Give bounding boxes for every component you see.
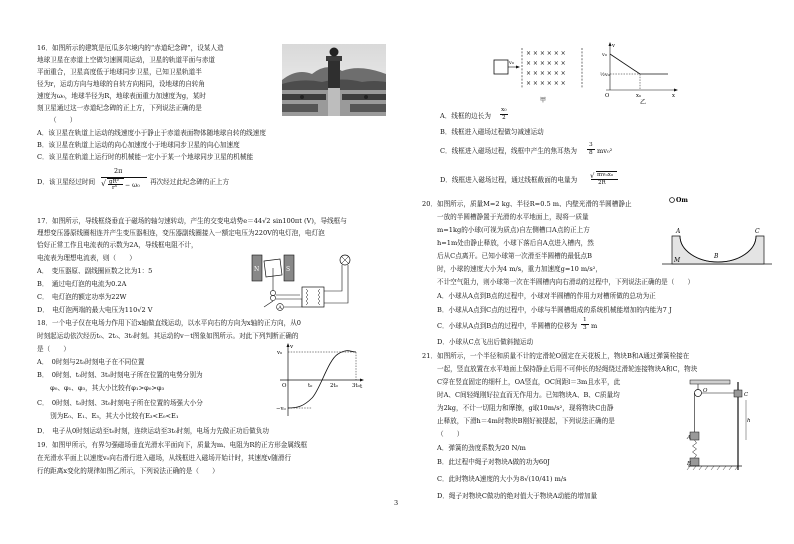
q18-option-a: A． 0时刻与2t₀时刻电子在不同位置	[37, 358, 145, 366]
q16-option-d-minus: − ω₀	[125, 182, 140, 189]
q18-line-3: 是（ ）	[37, 345, 70, 353]
q18-option-d: D． 电子从0时刻运动至t₀时刻，连续运动至3t₀时刻，电场力先做正功后做负功	[37, 427, 269, 435]
q21-option-d: D．绳子对物块C做功的绝对值大于物块A动能的增加量	[437, 492, 598, 500]
svg-text:× × × × × ×: × × × × × ×	[526, 80, 566, 87]
q19-option-d-prefix: D．线框进入磁场过程，通过线框截面的电量为	[440, 176, 578, 184]
q19-line-3: 行的距离x变化的规律如图乙所示，下列说法正确的是（ ）	[37, 467, 219, 475]
q20-fig-mass-m: M	[674, 257, 681, 264]
q19-option-c-num: 3	[589, 142, 593, 148]
q20-option-c-prefix: C．小球从A点到B点的过程中，半圆槽的位移为	[437, 322, 577, 330]
q19-fig-half-v0-label: ½v₀	[600, 72, 610, 78]
q20-line-3: m=1kg的小球(可视为质点)自左侧槽口A点的正上方	[437, 226, 590, 234]
q17-option-c: C． 电灯泡的额定功率为22W	[37, 293, 127, 301]
q18-line-2: 时刻起运动依次经历t₀、2t₀、3t₀时刻。其运动的v－t图象如图所示。对此下列判断正确的	[37, 332, 299, 340]
svg-text:× × × × × ×: × × × × × ×	[526, 70, 566, 77]
q18-option-b-cont: φ₀、φ₁、φ₃，其大小比较有φ₁>φ₀>φ₃	[37, 384, 165, 392]
q18-graph-v-label: v	[290, 344, 294, 350]
q19-fig-jia-label: 甲	[540, 97, 547, 104]
q20-fig-point-c: C	[755, 228, 760, 235]
q16-option-d-prefix: D．该卫星经过时间	[37, 178, 96, 186]
q19-fig-origin-label: O	[605, 93, 610, 99]
q21-fig-pulley-o: O	[703, 388, 708, 394]
q20-option-c-num: 1	[583, 317, 587, 323]
q16-option-d-den-b: r³	[112, 185, 117, 191]
q16-line-2: 地球卫星在赤道上空做匀速圆周运动，卫星的轨道平面与赤道	[37, 56, 216, 64]
q16-option-d-numerator: 2π	[114, 167, 123, 175]
q18-graph-neg-v0-label: −v₀	[276, 406, 286, 412]
q21-option-a: A．弹簧的劲度系数为20 N/m	[437, 444, 526, 452]
q18-option-b: B． 0时刻、t₀时刻、3t₀时刻电子所在位置的电势分别为	[37, 371, 203, 379]
q20-line-6: 时，小球的速度大小为4 m/s，重力加速度g=10 m/s²，	[437, 265, 602, 273]
q16-line-3: 平面重合，卫星高度低于地球同步卫星，已知卫星轨道半	[37, 68, 202, 76]
q20-fig-point-b: B	[714, 253, 719, 260]
q17-option-d: D． 电灯泡两端的最大电压为110√2 V	[37, 306, 153, 314]
q17-line-1: 17．如图所示，导线框绕垂直于磁场的轴匀速转动，产生的交变电动势e＝44√2 sin100πt (V)，导线框与	[37, 217, 347, 225]
q16-line-7: （ ）	[50, 116, 77, 124]
q20-option-a: A．小球从A点到B点的过程中，小球对半圆槽的作用力对槽所做的总功为正	[437, 292, 656, 300]
q20-option-b: B．小球从A点到C点的过程中，小球与半圆槽组成的系统机械能增加的内能为7 J	[437, 306, 672, 314]
q19-line-2: 在光滑水平面上以速度v₀向右滑行进入磁场，从线框进入磁场开始计时，其速度v随滑行	[37, 454, 292, 462]
q17-option-a: A． 变压器原、副线圈匝数之比为1：5	[37, 267, 153, 275]
q19-fig-v0-axis-label: v₀	[602, 52, 607, 58]
q16-line-5: 速度为ω₀，地球半径为R，地球表面重力加速度为g，某时	[37, 92, 206, 100]
q19-option-d-num: mv₀x₀	[597, 172, 614, 178]
q21-line-6: 止释放，下滑h＝4m时物块B刚好被提起，下列说法正确的是	[437, 417, 615, 425]
q21-option-c-value: 8√(10/41) m/s	[520, 475, 567, 483]
q17-line-2: 理想变压器原线圈相连并产生变压器相连，变压器副线圈接入一额定电压为220V的电灯泡，电灯泡	[37, 229, 325, 237]
q18-graph-origin-label: O	[282, 383, 287, 389]
q16-option-c: C．该卫星在轨道上运行时的机械能一定小于某一个地球同步卫星的机械能	[37, 153, 254, 161]
q20-option-d: D．小球从C点飞出后做斜抛运动	[437, 338, 534, 346]
q19-fig-yi-label: 乙	[640, 99, 647, 106]
q21-line-4: 时A、C间轻绳刚好拉直而无作用力。已知物块A、B、C质量均	[437, 391, 620, 399]
svg-text:× × × × × ×: × × × × × ×	[526, 50, 566, 57]
q16-option-a: A．该卫星在轨道上运动的线速度小于静止于赤道表面物体随地球自转的线速度	[37, 129, 266, 137]
q18-graph-v0-label: v₀	[277, 350, 283, 356]
svg-text:× × × × × ×: × × × × × ×	[526, 60, 566, 67]
q21-line-7: （ ）	[437, 430, 464, 438]
q17-line-3: 恰好正常工作且电流表的示数为2A，导线框电阻不计，	[37, 241, 198, 249]
q16-line-6: 刻卫星通过这一赤道纪念碑的正上方，下列说法正确的是	[37, 104, 202, 112]
page-number: 3	[394, 499, 399, 507]
q18-option-c: C． 0时刻、t₀时刻、3t₀时刻电子所在位置的场强大小分	[37, 399, 203, 407]
q21-line-1: 21．如图所示，一个半径和质量不计的定滑轮O固定在天花板上，物块B和A通过弹簧栓接在	[422, 352, 690, 360]
q19-option-d-sqrt-sign: √	[590, 172, 595, 180]
q18-graph-t-label: t	[360, 384, 363, 390]
q16-option-b: B．该卫星在轨道上运动的向心加速度小于地球同步卫星的向心加速度	[37, 141, 240, 149]
q18-option-c-cont: 别为E₀、E₁、E₃，其大小比较有E₃<E₀<E₁	[37, 412, 179, 420]
q16-option-d-den-a: gR²	[109, 179, 120, 185]
q19-magnetic-field-crosses	[526, 50, 566, 87]
q19-option-a-den: 2	[502, 115, 506, 121]
q21-fig-block-b: B	[687, 461, 691, 467]
q19-line-1: 19．如图甲所示，有界匀强磁场垂直光滑水平面向下，质量为m、电阻为R的正方形金属线框	[37, 441, 308, 449]
svg-text:S: S	[286, 266, 291, 273]
q21-option-c-prefix: C．此时物块A速度的大小为	[437, 475, 520, 483]
q21-pulley-figure	[688, 380, 754, 474]
q21-line-2: 一起，竖直放置在水平地面上保持静止后用不可伸长的轻绳绕过滑轮连接物块A和C，物块	[437, 365, 698, 373]
q19-option-c-suffix: mv₀²	[597, 147, 613, 155]
q21-option-b: B．此过程中绳子对物块A做的功为60J	[437, 458, 550, 466]
q18-graph-2t0-label: 2t₀	[330, 383, 338, 389]
q19-option-c-den: 8	[589, 150, 593, 156]
q21-fig-height-h: h	[747, 418, 751, 424]
q17-option-b: B． 通过电灯泡的电流为0.2A	[37, 280, 127, 288]
q16-option-d-sqrt-sign: √	[101, 179, 107, 188]
q18-graph-3t0-label: 3t₀	[352, 383, 360, 389]
q20-option-c-suffix: m	[591, 322, 598, 330]
q20-half-groove-figure	[662, 192, 772, 266]
q20-line-7: 不计空气阻力，则小球第一次在半圆槽内向右滑动的过程中，下列说法正确的是（ ）	[437, 278, 695, 286]
q20-line-1: 20．如图所示，质量M=2 kg、半径R=0.5 m、内壁光滑的半圆槽静止	[422, 200, 632, 208]
q18-line-1: 18．一个电子仅在电场力作用下沿x轴做直线运动，以水平向右的方向为x轴的正方向，从0	[37, 319, 301, 327]
q20-option-c-den: 3	[583, 325, 587, 331]
q19-option-c-prefix: C．线框进入磁场过程，线框中产生的焦耳热为	[440, 147, 577, 155]
q21-fig-block-a: A	[687, 435, 691, 441]
svg-text:A: A	[278, 305, 282, 311]
q19-option-d-den: 2R	[598, 180, 606, 186]
q19-option-a-prefix: A．线框的边长为	[440, 112, 491, 120]
q16-option-d-suffix: 再次经过此纪念碑的正上方	[150, 178, 230, 186]
q19-figures	[490, 40, 680, 106]
q16-line-1: 16．如图所示的建筑是厄瓜多尔境内的“赤道纪念碑”，设某人造	[37, 44, 224, 52]
q17-line-4: 电流表为理想电流表，则（ ）	[37, 254, 136, 262]
q21-fig-block-c: C	[744, 392, 749, 398]
q21-line-3: C穿在竖直固定的细杆上，OA竖直，OC间距l＝3m且水平，此	[437, 378, 621, 386]
q21-line-5: 为2kg，不计一切阻力和摩擦，g取10m/s²，现将物块C由静	[437, 404, 614, 412]
q19-fig-v-axis-label: v	[612, 43, 615, 49]
q19-fig-x0-label: x₀	[636, 93, 642, 99]
q20-fig-ball-label: Om	[676, 197, 688, 204]
svg-text:N: N	[254, 266, 260, 273]
q16-line-4: 径为r，运动方向与地球的自转方向相同，设地球的自转角	[37, 80, 205, 88]
q19-option-b: B．线框进入磁场过程做匀减速运动	[440, 128, 544, 136]
q20-fig-point-a: A	[676, 228, 681, 235]
generator-transformer-figure	[250, 251, 354, 311]
q20-line-4: h=1m处由静止释放，小球下落后自A点进入槽内，然	[437, 239, 594, 247]
q19-option-a-num: x₀	[501, 107, 507, 113]
q19-fig-x-axis-label: x	[672, 93, 675, 99]
q18-vt-graph	[276, 342, 366, 420]
q20-line-5: 后从C点离开。已知小球第一次滑至半圆槽的最低点B	[437, 252, 592, 260]
monument-photo	[282, 44, 386, 116]
q18-graph-t0-label: t₀	[308, 383, 313, 389]
q20-line-2: 一放的半圆槽静置于光滑的水平地面上，现将一质量	[437, 213, 589, 221]
q19-fig-v0-label: v₀	[509, 60, 514, 66]
